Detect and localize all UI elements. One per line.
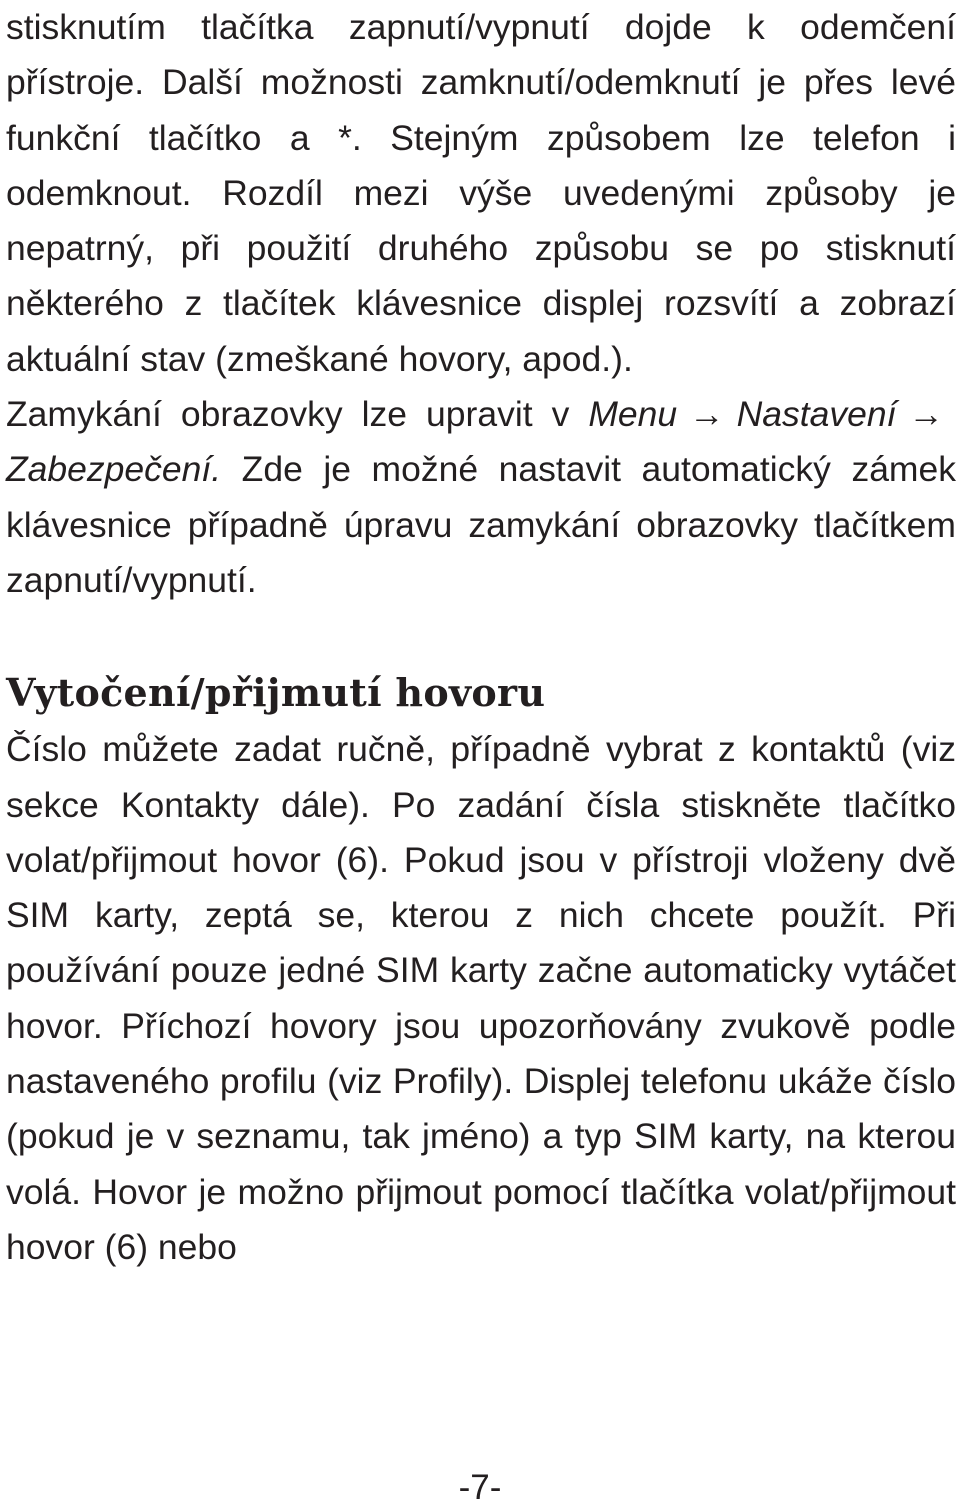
section-heading: Vytočení/přijmutí hovoru [6,670,546,716]
page-number: -7- [458,1468,502,1507]
menu-path-security: Zabezpečení. [6,449,222,490]
menu-path-settings: Nastavení [736,394,897,435]
arrow-right-icon: → [689,394,725,435]
call-paragraph: Číslo můžete zadat ručně, případně vybrat z kontaktů (viz sekce Kontakty dále). Po zadání čísla stiskněte tlačítko volat/přijmout hovor (6). Pokud jsou v přístroji vloženy dvě SIM karty, zeptá se, kterou z nich chcete použít. Při používání pouze jedné SIM karty začne automaticky vytáčet hovor. Příchozí hovory jsou upozorňovány zvukově podle nastaveného profilu (viz Profily). Displej telefonu ukáže číslo (pokud je v seznamu, tak jméno) a typ SIM karty, na kterou volá. Hovor je možno přijmout pomocí tlačítka volat/přijmout hovor (6) nebo [6,729,956,1267]
menu-path-menu: Menu [588,394,678,435]
arrow-right-icon: → [908,394,944,435]
document-page [6,0,956,1275]
intro-paragraph: stisknutím tlačítka zapnutí/vypnutí dojde k odemčení přístroje. Další možnosti zamknutí/odemknutí je přes levé funkční tlačítko a *. Stejným způsobem lze telefon i odemknout. Rozdíl mezi výše uvedenými způsoby je nepatrný, při použití druhého způsobu se po stisknutí některého z tlačítek klávesnice displej rozsvítí a zobrazí aktuální stav (zmeškané hovory, apod.). [6,7,956,379]
screen-lock-paragraph [6,387,956,608]
lock-rest-text: Zde je možné nastavit automatický zámek klávesnice případně úpravu zamykání obrazovky tlačítkem zapnutí/vypnutí. [6,449,956,600]
lock-lead-text: Zamykání obrazovky lze upravit v [6,394,589,435]
